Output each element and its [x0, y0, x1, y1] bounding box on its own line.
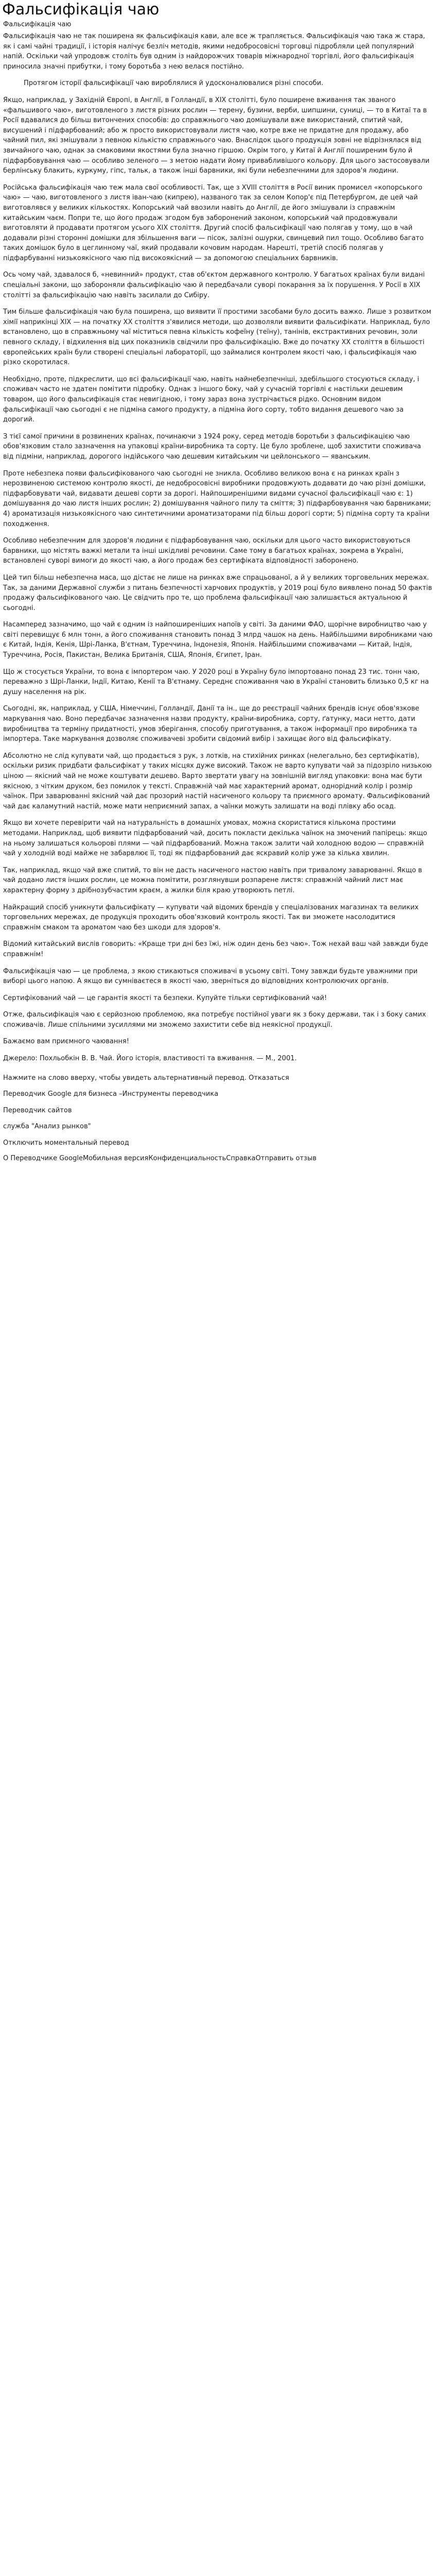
article-paragraph: Сьогодні, як, наприклад, у США, Німеччині, Голландії, Данії та ін., ще до реєстрації чайних брендів існує обов'язкове маркування чаю. Воно передбачає зазначення назви продукту, країни-виробника, сорту, ґатунку, маси нетто, дати виробництва та терміну придатності, умов зберігання, способу приготування, а також інформації про виробника та імпортера. Таке маркування дозволяє споживачеві зробити свідомий вибір і захищає його від фальсифікату.: [3, 705, 420, 743]
footer-link[interactable]: Справка: [226, 1154, 256, 1162]
article-paragraph: З тієї самої причини в розвинених країнах, починаючи з 1924 року, серед методів боротьби з фальсифікацією чаю обов'язковим стало зазначення на упаковці країни-виробника та сорту. Це було зроблене, щоб захистити споживача від підміни, наприклад, дорогого індійського чаю дешевим китайським чи цейлонського — яванським.: [3, 432, 421, 461]
article-paragraph: Російська фальсифікація чаю теж мала свої особливості. Так, ще з XVIII століття в Росії виник промисел «копорського чаю» — чаю, виготовленого з листя іван-чаю (кипрею), названого так за селом Копор'є під Петербургом, де цей чай виготовлявся у великих кількостях. Копорський чай ввозили навіть до Англії, де його змішували із справжнім китайським чаєм. Попри те, що його продаж згодом був заборонений законом, копорський чай продовжували виготовляти й продавати протягом усього XIX століття. Другий спосіб фальсифікації чаю полягав у тому, що в чай додавали різні сторонні домішки для збільшення ваги — пісок, залізні ошурки, свинцевий пил тощо. Особливо багато таких домішок було в цеглинному чаї, який продавали кочовим народам. Нарешті, третій спосіб полягав у підфарбуванні низькоякісного чаю під високоякісний — за допомогою спеціальних барвників.: [3, 183, 424, 262]
article-paragraph: Бажаємо вам приємного чаювання!: [3, 1038, 129, 1046]
article-paragraph: Необхідно, проте, підкреслити, що всі фальсифікації чаю, навіть найнебезпечніші, здебільшого стосуються складу, і споживач часто не здатен помітити підробку. Однак з іншого боку, чай у сучасній торгівлі є настільки дешевим товаром, що його фальсифікація стає невигідною, і тому зараз вона зустрічається рідко. Основним видом фальсифікації чаю сьогодні є не підміна самого продукту, а підміна його сорту, тобто видання дешевого чаю за дорогий.: [3, 375, 420, 424]
page: [0, 0, 436, 1168]
article-paragraph: Тим більше фальсифікація чаю була поширена, що виявити її простими засобами було досить важко. Лише з розвитком хімії наприкінці XIX — на початку XX століття з'явилися методи, що дозволяли виявити фальсифікати. Наприклад, було встановлено, що в справжньому чаї міститься певна кількість кофеїну (теїну), танінів, екстрактивних речовин, золи певного складу, і відхилення від цих показників свідчили про фальсифікацію. Вже до початку XX століття в більшості європейських країн були створені спеціальні лабораторії, що займалися контролем якості чаю, і фальсифікація чаю різко скоротилася.: [3, 308, 431, 367]
footer-line[interactable]: Нажмите на слово вверху, чтобы увидеть альтернативный перевод. Отказаться: [3, 1074, 289, 1082]
article-paragraph: Фальсифікація чаю не так поширена як фальсифікація кави, але все ж трапляється. Фальсифікація чаю така ж стара, як і самі чайні традиції, і історія налічує безліч методів, якими недобросовісні торговці підробляли цей популярний напій. Оскільки чай упродовж століть був одним із найдорожчих товарів міжнародної торгівлі, його фальсифікація приносила значні прибутки, і тому боротьба з нею велася постійно.: [3, 32, 425, 71]
translate-footer: [3, 1073, 433, 1148]
article-paragraph: Абсолютно не слід купувати чай, що продається з рук, з лотків, на стихійних ринках (нелегально, без сертифікатів), оскільки ризик придбати фальсифікат у таких місцях дуже високий. Також не варто купувати чай за підозріло низькою ціною — якісний чай не може коштувати дешево. Варто звертати увагу на зовнішній вигляд упаковки: вона має бути якісною, з чітким друком, без помилок у тексті. Справжній чай має характерний аромат, однорідний колір і розмір чаїнок. При заварюванні якісний чай дає прозорий настій насиченого кольору та приємного аромату. Фальсифікований чай дає каламутний настій, може мати неприємний запах, а чаїнки можуть залишати на воді плівку або осад.: [3, 752, 432, 810]
article-paragraph: Цей тип більш небезпечна маса, що дістає не лише на ринках вже спрацьованої, а й у великих торговельних мережах. Так, за даними Державної служби з питань безпечності харчових продуктів, у 2019 році було виявлено понад 50 фактів продажу фальсифікованого чаю. Це свідчить про те, що проблема фальсифікації чаю залишається актуальною й сьогодні.: [3, 573, 432, 612]
footer-link[interactable]: О Переводчике Google: [3, 1154, 83, 1162]
article-paragraph: Насамперед зазначимо, що чай є одним із найпоширеніших напоїв у світі. За даними ФАО, щорічне виробництво чаю у світі перевищує 6 млн тонн, а його споживання становить понад 3 млрд чашок на день. Найбільшими виробниками чаю є Китай, Індія, Кенія, Шрі-Ланка, В'єтнам, Туреччина, Індонезія, Японія. Найбільшими споживачами — Китай, Індія, Туреччина, Росія, Пакистан, Велика Британія, США, Японія, Єгипет, Іран.: [3, 621, 433, 659]
article-paragraph: Так, наприклад, якщо чай вже спитий, то він не дасть насиченого настою навіть при тривалому заварюванні. Якщо в чай додано листя інших рослин, це можна помітити, розглянувши розпарене листя: справжній чайний лист має характерну форму з дрібнозубчастим краєм, а жилки біля краю утворюють петлі.: [3, 866, 422, 894]
article-paragraph: Якщо ви хочете перевірити чай на натуральність в домашніх умовах, можна скористатися кількома простими методами. Наприклад, щоб виявити підфарбований чай, досить покласти декілька чаїнок на змочений папірець: якщо на ньому залишаться кольорові плями — чай підфарбований. Можна також залити чай холодною водою — справжній чай у холодній воді майже не забарвлює її, тоді як підфарбований дає яскравий колір уже за кілька хвилин.: [3, 819, 427, 858]
footer-line: Переводчик сайтов: [3, 1106, 72, 1114]
page-subheading: Фальсифікація чаю: [3, 21, 72, 28]
footer-link[interactable]: Отправить отзыв: [255, 1154, 317, 1162]
article-paragraph: Отже, фальсифікація чаю є серйозною проблемою, яка потребує постійної уваги як з боку держави, так і з боку самих споживачів. Лише спільними зусиллями ми зможемо захистити себе від неякісної продукції.: [3, 1011, 426, 1029]
article-paragraph: Відомий китайський вислів говорить: «Краще три дні без їжі, ніж один день без чаю». Тож нехай ваш чай завжди буде справжнім!: [3, 940, 428, 958]
article-paragraph: Протягом історії фальсифікації чаю вироблялися й удосконалювалися різні способи.: [24, 79, 324, 88]
article-paragraph: Фальсифікація чаю — це проблема, з якою стикаються споживачі в усьому світі. Тому завжди будьте уважними при виборі цього напою. А якщо ви сумніваєтеся в якості чаю, зверніться до відповідних контролюючих органів.: [3, 967, 418, 986]
page-title: Фальсифікація чаю: [2, 1, 160, 19]
article-paragraph: Що ж стосується України, то вона є імпортером чаю. У 2020 році в Україну було імпортовано понад 23 тис. тонн чаю, переважно з Шрі-Ланки, Індії, Китаю, Кенії та В'єтнаму. Середнє споживання чаю в Україні становить близько 0,5 кг на душу населення на рік.: [3, 668, 429, 696]
footer-link[interactable]: Конфиденциальность: [148, 1154, 226, 1162]
article-paragraph: Найкращий спосіб уникнути фальсифікату — купувати чай відомих брендів у спеціалізованих магазинах та великих торговельних мережах, де продукція проходить обов'язковий контроль якості. Так ви зможете насолодитися справжнім смаком та ароматом чаю без шкоди для здоров'я.: [3, 903, 419, 931]
footer-line[interactable]: Отключить моментальный перевод: [3, 1139, 129, 1147]
footer-line: Переводчик Google для бизнеса –Инструменты переводчика: [3, 1090, 219, 1098]
article-paragraph: Ось чому чай, здавалося б, «невинний» продукт, став об'єктом державного контролю. У багатьох країнах були видані спеціальні закони, що забороняли фальсифікацію чаю й передбачали суворі покарання за їх порушення. У Росії в XIX столітті за фальсифікацію чаю навіть засилали до Сибіру.: [3, 271, 425, 299]
footer-links-bar: [3, 1155, 433, 1162]
footer-line: служба "Анализ рынков": [3, 1123, 91, 1131]
article-paragraph: Проте небезпека появи фальсифікованого чаю сьогодні не зникла. Особливо великою вона є на ринках країн з нерозвиненою системою контролю якості, де недобросовісні виробники продовжують додавати до чаю різні домішки, підфарбовувати чай, видавати дешеві сорти за дорогі. Найпоширенішими видами сучасної фальсифікації чаю є: 1) домішування до чаю листя інших рослин; 2) домішування чайного пилу та сміття; 3) підфарбовування чаю барвниками; 4) ароматизація низькоякісного чаю синтетичними ароматизаторами під більш дорогі сорти; 5) підміна сорту та країни походження.: [3, 469, 431, 528]
footer-link[interactable]: Мобильная версия: [82, 1154, 149, 1162]
article-paragraph: Якщо, наприклад, у Західній Європі, в Англії, в Голландії, в XIX столітті, було поширене вживання так званого «фальшивого чаю», виготовленого з листя різних рослин — терену, бузини, верби, шипшини, суниці, — то в Китаї та в Росії вдавалися до більш витончених способів: до справжнього чаю домішували вже використаний, спитий чай, висушений і підфарбований; або ж просто використовували листя чаю, котре вже не придатне для продажу, або чайний пил, які змішували з певною кількістю справжнього чаю. Внаслідок цього продукція зовні не відрізнялася від звичайного чаю, однак за смаковими якостями була значно гіршою. Окрім того, у Китаї й Англії поширеним було й підфарбовування чаю — особливо зеленого — з метою надати йому привабливішого кольору. Для цього застосовували берлінську блакить, куркуму, гіпс, тальк, а також інші барвники, які були небезпечними для здоров'я людини.: [3, 96, 430, 175]
article-paragraph: Джерело: Похльобкін В. В. Чай. Його історія, властивості та вживання. — М., 2001.: [3, 1055, 297, 1063]
article-paragraph: Сертифікований чай — це гарантія якості та безпеки. Купуйте тільки сертифікований чай!: [3, 994, 327, 1002]
article-paragraph: Особливо небезпечним для здоров'я людини є підфарбовування чаю, оскільки для цього часто використовуються барвники, що містять важкі метали та інші шкідливі речовини. Саме тому в багатьох країнах, зокрема в Україні, встановлені суворі вимоги до якості чаю, а його продаж без сертифіката відповідності заборонено.: [3, 537, 410, 565]
article-body: [3, 31, 433, 1064]
